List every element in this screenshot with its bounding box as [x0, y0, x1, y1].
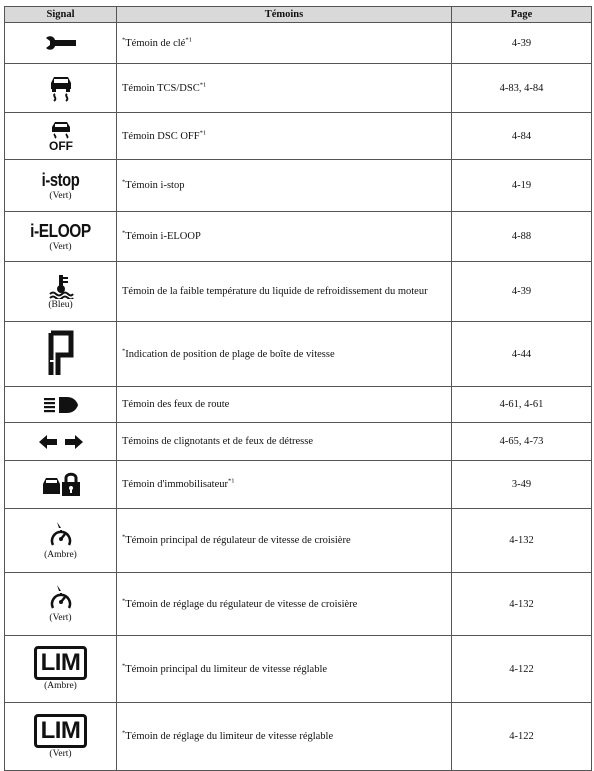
- signal-cell: [5, 322, 117, 387]
- table-row: [5, 262, 592, 322]
- immobilizer-icon: [40, 472, 82, 498]
- color-label: (Vert): [49, 190, 72, 201]
- page-cell: 4-19: [452, 160, 592, 212]
- dsc-off-icon: [44, 120, 78, 152]
- description-cell: *Témoin principal de régulateur de vitesse de croisière: [117, 509, 452, 573]
- header-page: Page: [452, 7, 592, 23]
- page-cell: 4-88: [452, 212, 592, 262]
- signal-cell: [5, 64, 117, 113]
- description-cell: Témoin d'immobilisateur$^{*1}$: [117, 461, 452, 509]
- description-cell: Témoin TCS/DSC$^{*1}$: [117, 64, 452, 113]
- color-label: (Bleu): [48, 299, 73, 310]
- color-label: (Vert): [49, 613, 72, 623]
- signal-cell: [5, 509, 117, 573]
- i-eloop-icon: i-ELOOP: [30, 220, 91, 241]
- page-cell: 4-39: [452, 262, 592, 322]
- description-cell: *Témoin de réglage du limiteur de vitesse réglable: [117, 703, 452, 771]
- header-signal: Signal: [5, 7, 117, 23]
- description-cell: *Témoin i-stop: [117, 160, 452, 212]
- signal-cell: [5, 703, 117, 771]
- tcs-dsc-icon: [46, 73, 76, 103]
- signal-cell: [5, 160, 117, 212]
- description-cell: *Indication de position de plage de boîte de vitesse: [117, 322, 452, 387]
- page-cell: 4-83, 4-84: [452, 64, 592, 113]
- table-row: [5, 322, 592, 387]
- page-cell: 4-65, 4-73: [452, 423, 592, 461]
- color-label: (Vert): [49, 241, 72, 252]
- table-row: [5, 387, 592, 423]
- color-label: (Vert): [49, 748, 72, 759]
- color-label: (Ambre): [44, 681, 77, 691]
- page-cell: 4-122: [452, 636, 592, 703]
- description-cell: Témoins de clignotants et de feux de détresse: [117, 423, 452, 461]
- signal-cell: [5, 461, 117, 509]
- lim-main-icon: LIM: [34, 646, 88, 680]
- lim-set-icon: LIM: [34, 714, 88, 748]
- table-row: [5, 212, 592, 262]
- header-temoins: Témoins: [117, 7, 452, 23]
- signal-cell: [5, 23, 117, 64]
- table-row: [5, 64, 592, 113]
- table-row: [5, 423, 592, 461]
- turn-signal-icon: [38, 434, 84, 450]
- description-cell: *Témoin de clé$^{*1}$: [117, 23, 452, 64]
- page-cell: 4-132: [452, 509, 592, 573]
- description-cell: *Témoin de réglage du régulateur de vitesse de croisière: [117, 573, 452, 636]
- table-header-row: [5, 7, 592, 23]
- svg-text:OFF: OFF: [48, 139, 73, 152]
- description-cell: Témoin de la faible température du liquide de refroidissement du moteur: [117, 262, 452, 322]
- page-cell: 4-132: [452, 573, 592, 636]
- i-stop-icon: i-stop: [41, 169, 80, 190]
- gear-position-icon: [47, 330, 75, 378]
- table-row: [5, 703, 592, 771]
- table-row: [5, 573, 592, 636]
- description-cell: *Témoin principal du limiteur de vitesse réglable: [117, 636, 452, 703]
- table-row: [5, 23, 592, 64]
- signal-cell: [5, 423, 117, 461]
- signal-cell: [5, 636, 117, 703]
- table-row: [5, 113, 592, 160]
- signal-cell: [5, 212, 117, 262]
- description-cell: Témoin des feux de route: [117, 387, 452, 423]
- page-cell: 4-84: [452, 113, 592, 160]
- coolant-temp-icon: [48, 273, 74, 299]
- signal-cell: [5, 262, 117, 322]
- warning-lights-table: [4, 6, 592, 771]
- page-cell: 4-44: [452, 322, 592, 387]
- page-cell: 4-122: [452, 703, 592, 771]
- wrench-icon: [44, 35, 78, 51]
- page-cell: 4-61, 4-61: [452, 387, 592, 423]
- description-cell: *Témoin i-ELOOP: [117, 212, 452, 262]
- color-label: (Ambre): [44, 549, 77, 560]
- high-beam-icon: [43, 396, 79, 414]
- page-cell: 3-49: [452, 461, 592, 509]
- table-row: [5, 509, 592, 573]
- page-cell: 4-39: [452, 23, 592, 64]
- table-row: [5, 461, 592, 509]
- signal-cell: [5, 573, 117, 636]
- table-row: [5, 160, 592, 212]
- cruise-main-icon: [47, 521, 75, 549]
- description-cell: Témoin DSC OFF$^{*1}$: [117, 113, 452, 160]
- signal-cell: [5, 113, 117, 160]
- table-row: [5, 636, 592, 703]
- cruise-set-icon: [47, 584, 75, 612]
- signal-cell: [5, 387, 117, 423]
